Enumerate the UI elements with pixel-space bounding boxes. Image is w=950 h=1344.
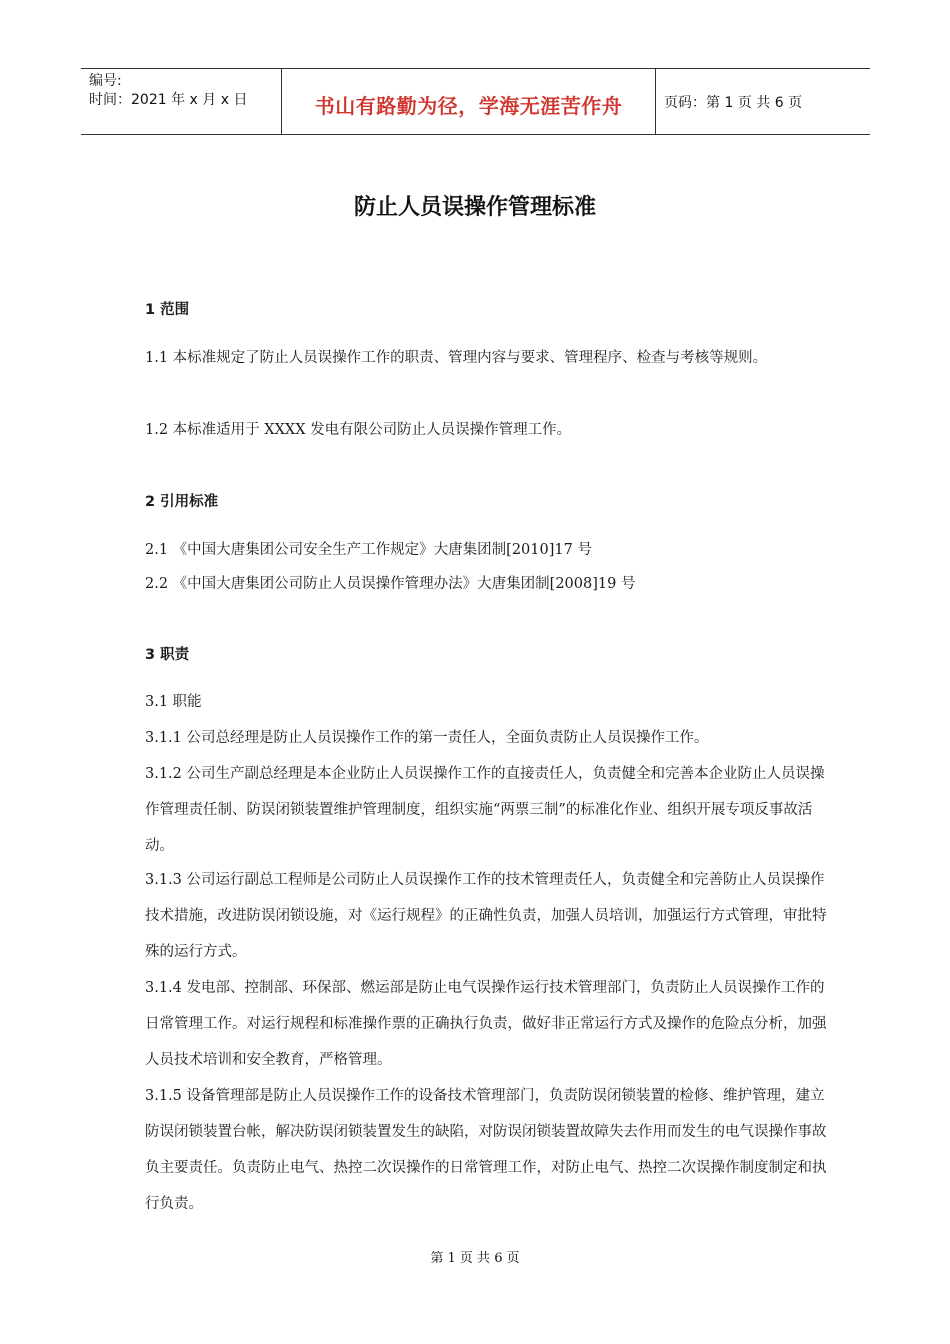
- document-number-label: 编号:: [89, 73, 122, 89]
- paragraph-3-1: 3.1 职能: [145, 694, 202, 710]
- paragraph-3-1-4: 3.1.4 发电部、控制部、环保部、燃运部是防止电气误操作运行技术管理部门，负责防止人员误操作工作的日常管理工作。对运行规程和标准操作票的正确执行负责，做好非正常运行方式及操作的危险点分析，加强人员技术培训和安全教育，严格管理。: [145, 980, 827, 1068]
- paragraph-3-1-5: 3.1.5 设备管理部是防止人员误操作工作的设备技术管理部门，负责防误闭锁装置的检修、维护管理，建立防误闭锁装置台帐，解决防误闭锁装置发生的缺陷，对防误闭锁装置故障失去作用而发生的电气误操作事故负主要责任。负责防止电气、热控二次误操作的日常管理工作，对防止电气、热控二次误操作制度制定和执行负责。: [145, 1088, 827, 1212]
- header-slogan: 书山有路勤为径，学海无涯苦作舟: [281, 69, 656, 134]
- paragraph-1-1: 1.1 本标准规定了防止人员误操作工作的职责、管理内容与要求、管理程序、检查与考核等规则。: [145, 350, 768, 366]
- paragraph-3-1-2: 3.1.2 公司生产副总经理是本企业防止人员误操作工作的直接责任人，负责健全和完善本企业防止人员误操作管理责任制、防误闭锁装置维护管理制度，组织实施“两票三制”的标准化作业、组织开展专项反事故活动。: [145, 766, 825, 854]
- document-time-label: 时间：2021 年 x 月 x 日: [89, 92, 248, 108]
- paragraph-1-2: 1.2 本标准适用于 XXXX 发电有限公司防止人员误操作管理工作。: [145, 422, 572, 438]
- document-title: 防止人员误操作管理标准: [353, 195, 596, 220]
- header-page-number: 页码：第 1 页 共 6 页: [664, 94, 803, 111]
- section-heading-duties: 3 职责: [145, 647, 190, 663]
- section-heading-scope: 1 范围: [145, 302, 190, 318]
- page-footer: 第 1 页 共 6 页: [430, 1251, 520, 1266]
- paragraph-2-1: 2.1 《中国大唐集团公司安全生产工作规定》大唐集团制[2010]17 号: [145, 542, 592, 558]
- section-heading-references: 2 引用标准: [145, 494, 219, 510]
- page-header: [81, 68, 870, 135]
- paragraph-3-1-1: 3.1.1 公司总经理是防止人员误操作工作的第一责任人，全面负责防止人员误操作工作。: [145, 730, 709, 746]
- header-meta: [81, 69, 281, 134]
- paragraph-2-2: 2.2 《中国大唐集团公司防止人员误操作管理办法》大唐集团制[2008]19 号: [145, 576, 636, 592]
- paragraph-3-1-3: 3.1.3 公司运行副总工程师是公司防止人员误操作工作的技术管理责任人，负责健全和完善防止人员误操作技术措施，改进防误闭锁设施，对《运行规程》的正确性负责，加强人员培训，加强运行方式管理，审批特殊的运行方式。: [145, 872, 827, 960]
